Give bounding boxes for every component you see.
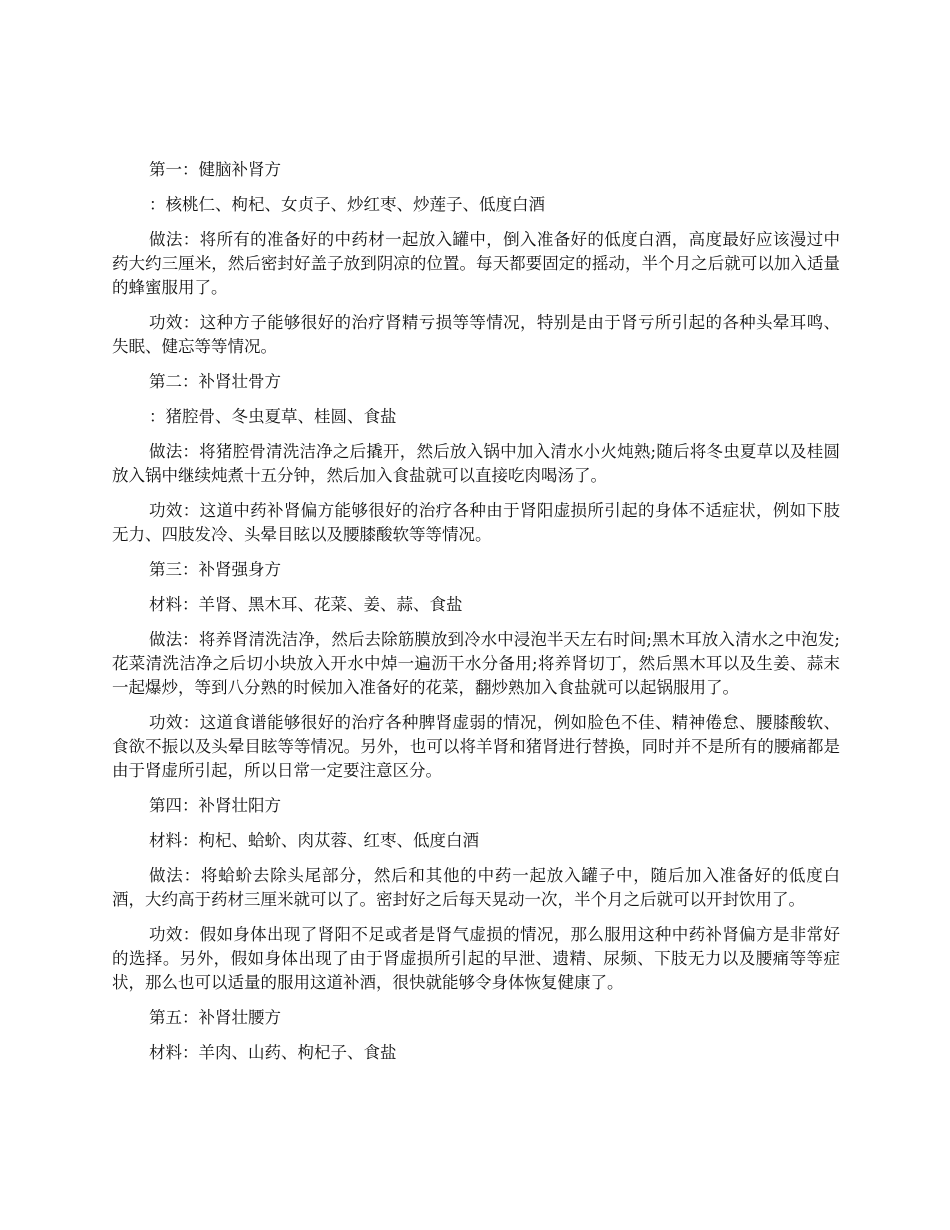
- section-heading-4: 第四：补肾壮阳方: [149, 796, 281, 815]
- method-2: 做法：将猪腔骨清洗洁净之后撬开，然后放入锅中加入清水小火炖熟;随后将冬虫夏草以及桂圆放入锅中继续炖煮十五分钟，然后加入食盐就可以直接吃肉喝汤了。: [112, 442, 840, 485]
- ingredients-3: 材料：羊肾、黑木耳、花菜、姜、蒜、食盐: [149, 595, 463, 614]
- effect-4: 功效：假如身体出现了肾阳不足或者是肾气虚损的情况，那么服用这种中药补肾偏方是非常好的选择。另外，假如身体出现了由于肾虚损所引起的早泄、遗精、尿频、下肢无力以及腰痛等等症状，那么也可以适量的服用这道补酒，很快就能够令身体恢复健康了。: [112, 925, 840, 992]
- section-heading-5: 第五：补肾壮腰方: [149, 1008, 281, 1027]
- ingredients-5: 材料：羊肉、山药、枸杞子、食盐: [149, 1043, 397, 1062]
- effect-1: 功效：这种方子能够很好的治疗肾精亏损等等情况，特别是由于肾亏所引起的各种头晕耳鸣、失眠、健忘等等情况。: [112, 313, 840, 356]
- effect-2: 功效：这道中药补肾偏方能够很好的治疗各种由于肾阳虚损所引起的身体不适症状，例如下肢无力、四肢发冷、头晕目眩以及腰膝酸软等等情况。: [112, 501, 840, 544]
- ingredients-1: ：核桃仁、枸杞、女贞子、炒红枣、炒莲子、低度白酒: [149, 195, 545, 214]
- section-heading-3: 第三：补肾强身方: [149, 560, 281, 579]
- method-4: 做法：将蛤蚧去除头尾部分，然后和其他的中药一起放入罐子中，随后加入准备好的低度白酒，大约高于药材三厘米就可以了。密封好之后每天晃动一次，半个月之后就可以开封饮用了。: [112, 866, 840, 909]
- method-1: 做法：将所有的准备好的中药材一起放入罐中，倒入准备好的低度白酒，高度最好应该漫过中药大约三厘米，然后密封好盖子放到阴凉的位置。每天都要固定的摇动，半个月之后就可以加入适量的蜂蜜服用了。: [112, 230, 840, 297]
- effect-3: 功效：这道食谱能够很好的治疗各种脾肾虚弱的情况，例如脸色不佳、精神倦怠、腰膝酸软、食欲不振以及头晕目眩等等情况。另外，也可以将羊肾和猪肾进行替换，同时并不是所有的腰痛都是由于肾虚所引起，所以日常一定要注意区分。: [112, 713, 840, 780]
- method-3: 做法：将养肾清洗洁净，然后去除筋膜放到冷水中浸泡半天左右时间;黑木耳放入清水之中泡发;花菜清洗洁净之后切小块放入开水中焯一遍沥干水分备用;将养肾切丁，然后黑木耳以及生姜、蒜末一起爆炒，等到八分熟的时候加入准备好的花菜，翻炒熟加入食盐就可以起锅服用了。: [112, 630, 840, 697]
- section-heading-2: 第二：补肾壮骨方: [149, 372, 281, 391]
- ingredients-4: 材料：枸杞、蛤蚧、肉苁蓉、红枣、低度白酒: [149, 831, 479, 850]
- document-body: [112, 158, 840, 1076]
- section-heading-1: 第一：健脑补肾方: [149, 160, 281, 179]
- ingredients-2: ：猪腔骨、冬虫夏草、桂圆、食盐: [149, 407, 397, 426]
